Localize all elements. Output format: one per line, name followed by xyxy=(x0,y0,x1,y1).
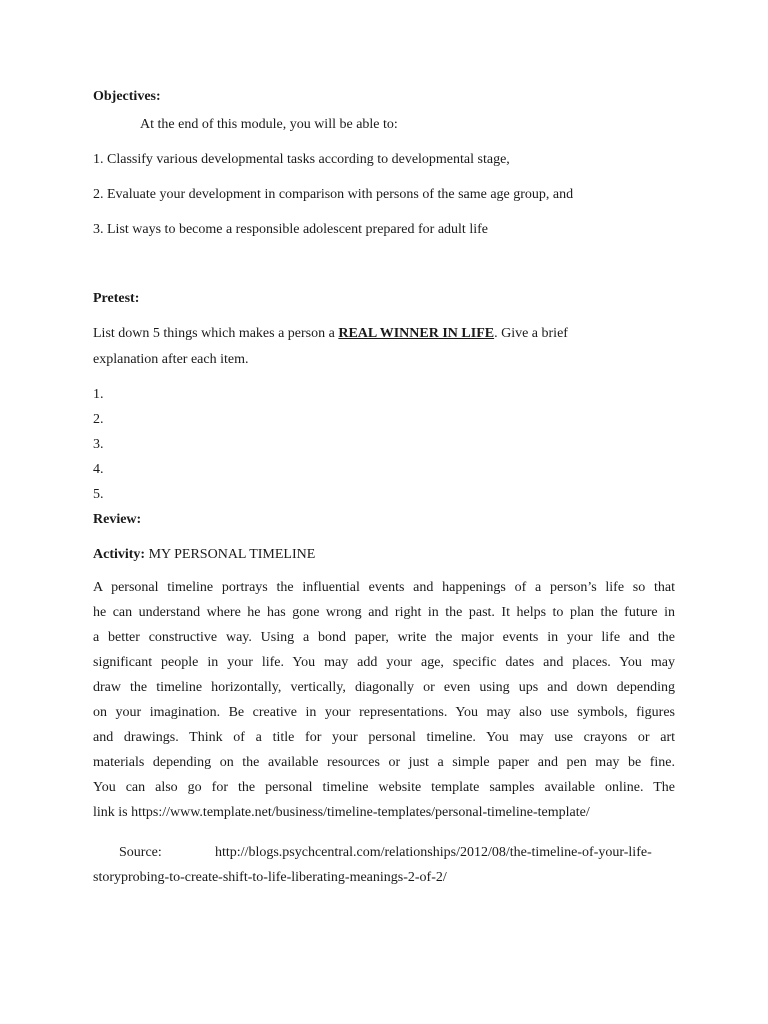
objective-item-1: 1. Classify various developmental tasks according to developmental stage, xyxy=(93,152,510,167)
objectives-intro: At the end of this module, you will be able to: xyxy=(140,117,398,132)
answer-number-2: 2. xyxy=(93,412,104,427)
source-citation xyxy=(93,840,675,890)
objective-item-3: 3. List ways to become a responsible adolescent prepared for adult life xyxy=(93,222,488,237)
activity-line-8: materials depending on the available resources or just a simple paper and pen may be fine. xyxy=(93,755,675,770)
pretest-prompt-before: List down 5 things which makes a person a xyxy=(93,326,339,341)
source-url-line-2: storyprobing-to-create-shift-to-life-liberating-meanings-2-of-2/ xyxy=(93,870,447,885)
objective-item-2: 2. Evaluate your development in comparison with persons of the same age group, and xyxy=(93,187,574,202)
activity-line-1: A personal timeline portrays the influential events and happenings of a person’s life so that xyxy=(93,580,675,595)
review-heading: Review: xyxy=(93,512,142,527)
pretest-prompt xyxy=(93,325,568,342)
activity-line-9: You can also go for the personal timeline website template samples available online. The xyxy=(93,780,675,795)
answer-number-4: 4. xyxy=(93,462,104,477)
activity-label: Activity: xyxy=(93,547,146,562)
activity-line-4: significant people in your life. You may add your age, specific dates and places. You may xyxy=(93,655,675,670)
activity-line-3: a better constructive way. Using a bond paper, write the major events in your life and the xyxy=(93,630,675,645)
answer-number-3: 3. xyxy=(93,437,104,452)
objectives-heading: Objectives: xyxy=(93,89,161,104)
activity-line-2: he can understand where he has gone wrong and right in the past. It helps to plan the future in xyxy=(93,605,675,620)
activity-heading xyxy=(93,546,315,563)
activity-title: MY PERSONAL TIMELINE xyxy=(148,547,316,562)
activity-line-6: on your imagination. Be creative in your representations. You may also use symbols, figures xyxy=(93,705,675,720)
real-winner-emphasis: REAL WINNER IN LIFE xyxy=(338,326,495,341)
pretest-heading: Pretest: xyxy=(93,291,140,306)
pretest-prompt-after: . Give a brief xyxy=(494,326,568,341)
activity-paragraph xyxy=(93,575,675,825)
source-label: Source: xyxy=(119,845,162,860)
answer-number-5: 5. xyxy=(93,487,104,502)
activity-line-7: and drawings. Think of a title for your personal timeline. You may use crayons or art xyxy=(93,730,675,745)
source-url-line-1: http://blogs.psychcentral.com/relationships/2012/08/the-timeline-of-your-life- xyxy=(215,845,652,860)
pretest-prompt-line2: explanation after each item. xyxy=(93,352,249,367)
activity-line-10: link is https://www.template.net/business/timeline-templates/personal-timeline-template/ xyxy=(93,805,590,820)
answer-number-1: 1. xyxy=(93,387,104,402)
activity-line-5: draw the timeline horizontally, vertically, diagonally or even using ups and down depending xyxy=(93,680,675,695)
